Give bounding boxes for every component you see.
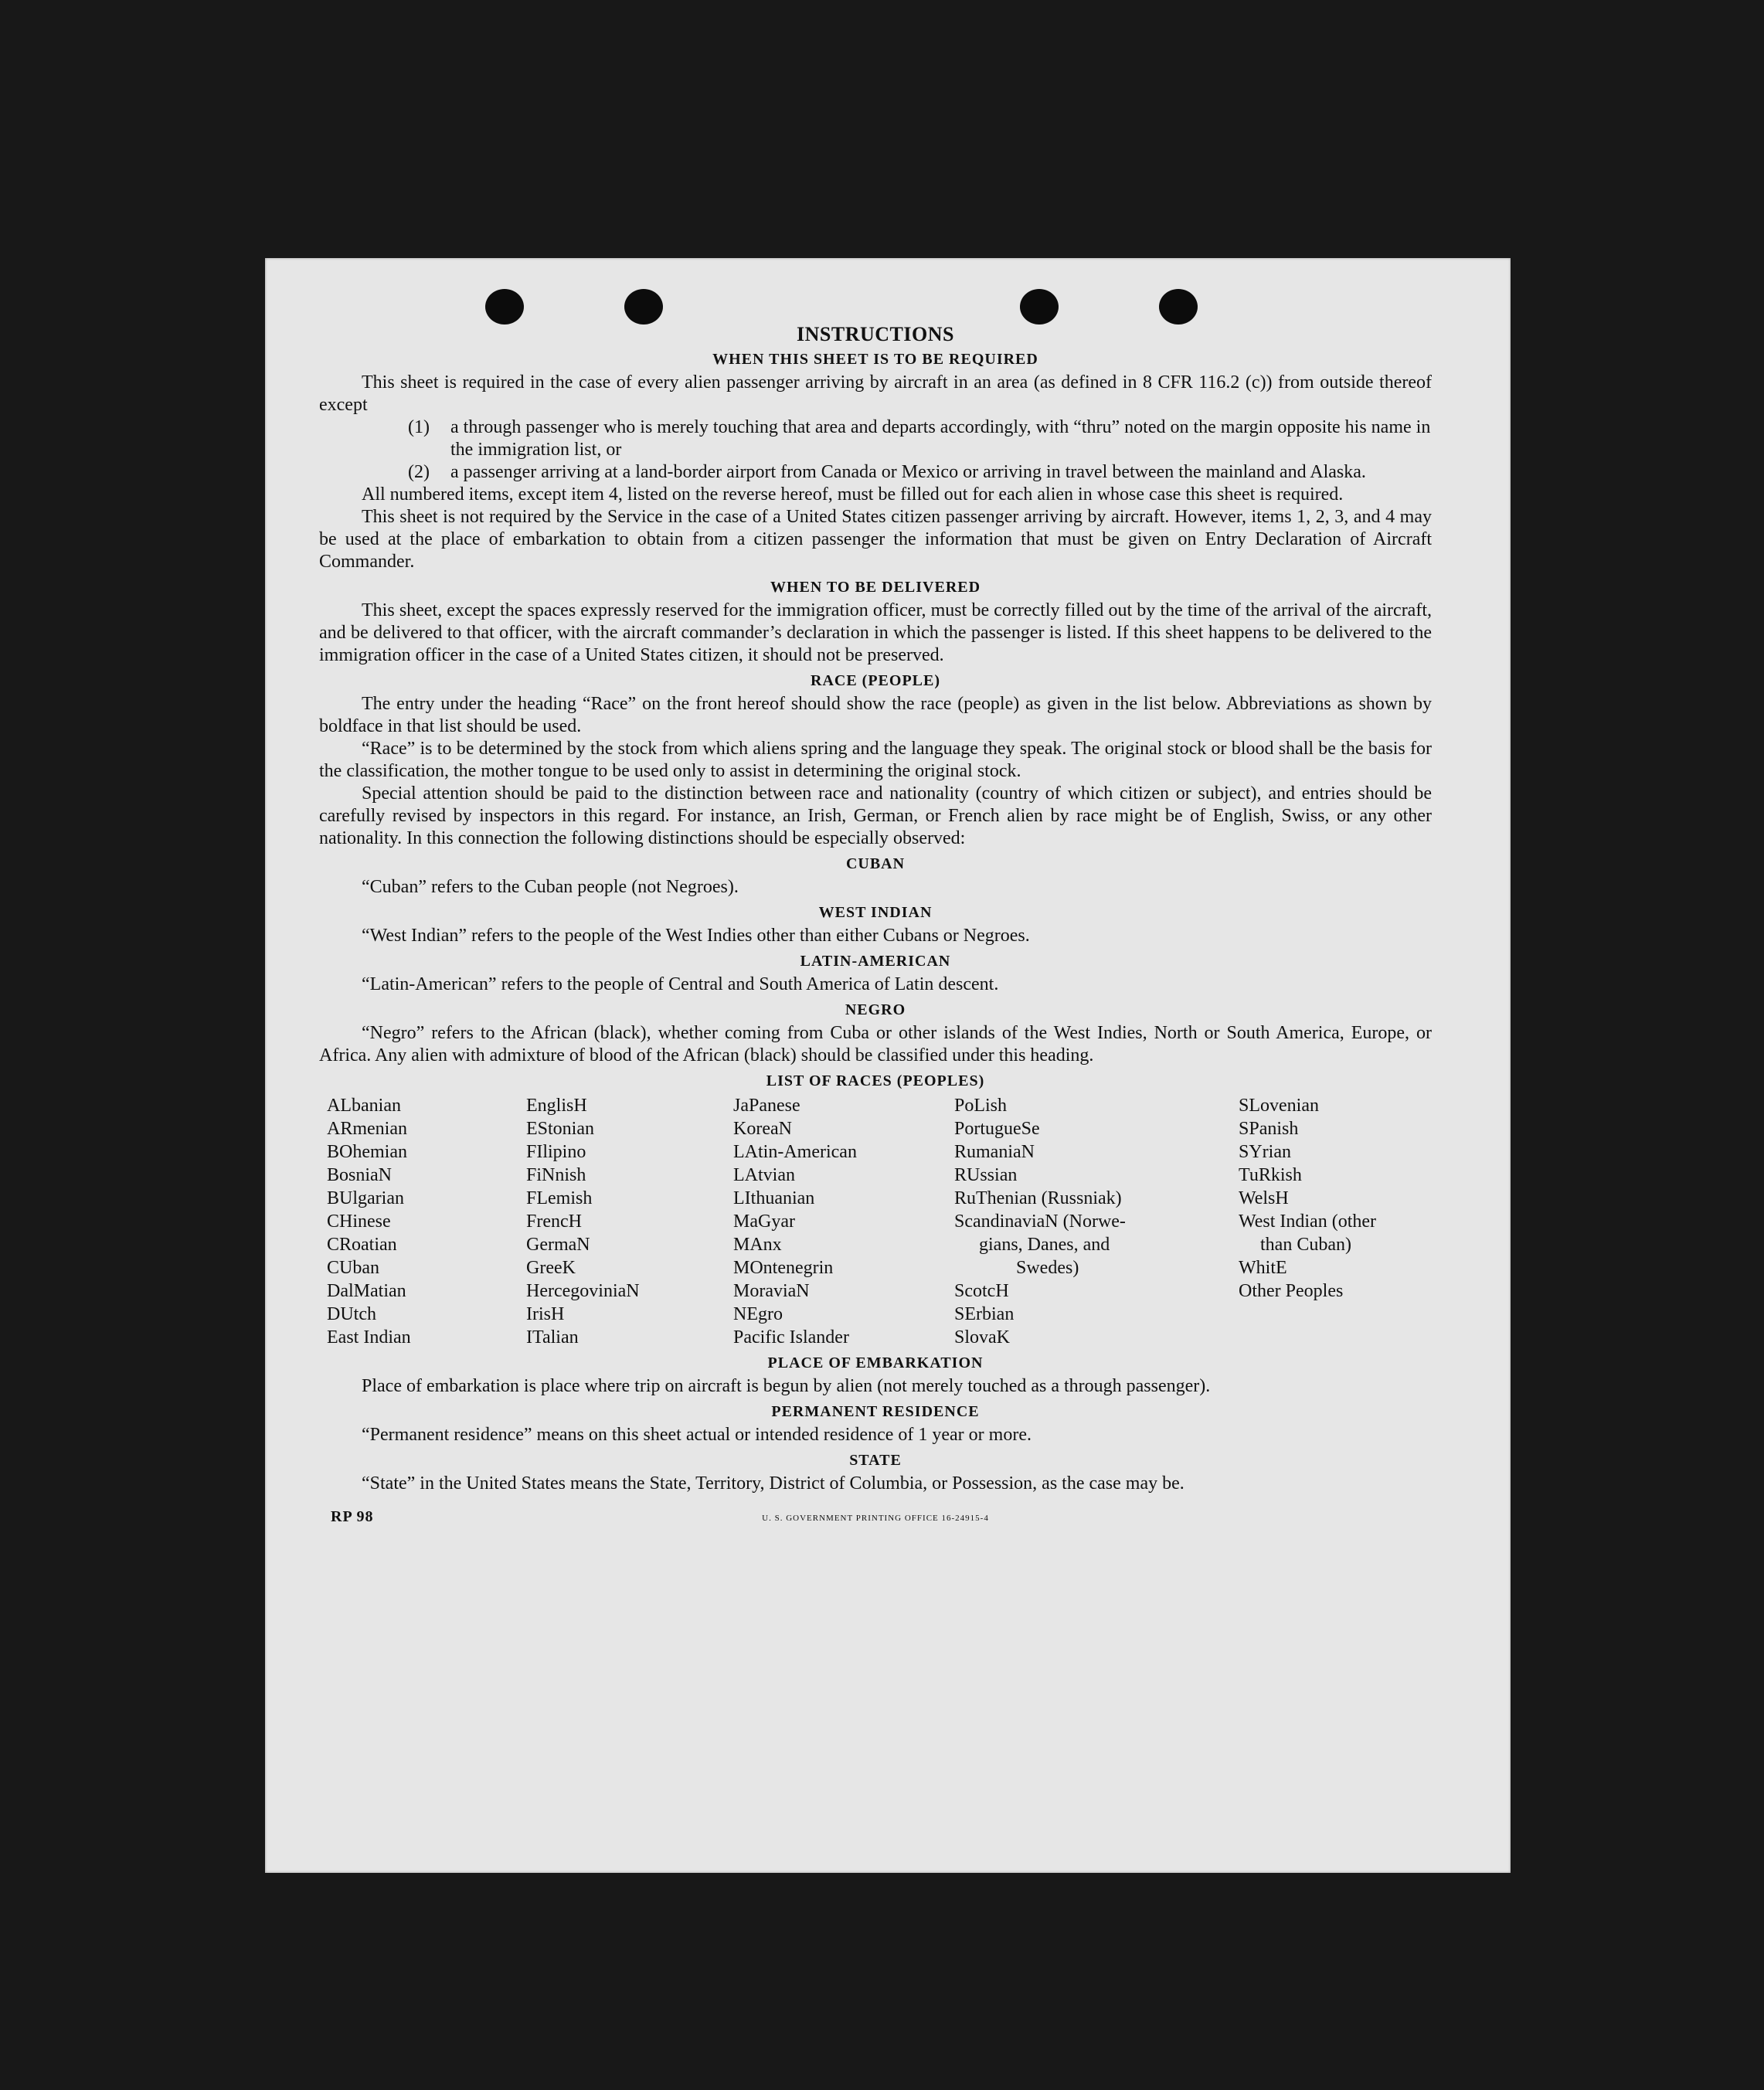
race-entry: SlovaK (954, 1327, 1010, 1347)
paragraph: The entry under the heading “Race” on the front hereof should show the race (people) as given in the list below. Abbreviations as shown by boldface in that list should be used. (319, 694, 1432, 736)
race-entry: FIlipino (526, 1142, 586, 1162)
race-entry: EnglisH (526, 1096, 587, 1116)
race-entry: BOhemian (327, 1142, 407, 1162)
race-entry: SLovenian (1239, 1096, 1319, 1116)
race-entry: KoreaN (733, 1119, 792, 1139)
paragraph: “Negro” refers to the African (black), whether coming from Cuba or other islands of the West Indies, North or South America, Europe, or Africa. Any alien with admixture of blood of the African (black) should be classified under this heading. (319, 1023, 1432, 1065)
race-entry: MOntenegrin (733, 1258, 834, 1278)
race-entry: Pacific Islander (733, 1327, 849, 1347)
race-entry: ARmenian (327, 1119, 407, 1139)
race-entry: ITalian (526, 1327, 579, 1347)
footer (319, 1501, 1432, 1532)
paragraph: This sheet, except the spaces expressly reserved for the immigration officer, must be correctly filled out by the time of the arrival of the aircraft, and be delivered to that officer, with the aircraft commander’s declaration in which the passenger is listed. If this sheet happens to be delivered to the immigration officer in the case of a United States citizen, it should not be preserved. (319, 600, 1432, 665)
race-entry: LIthuanian (733, 1188, 815, 1208)
race-column (526, 1094, 733, 1349)
printer-imprint: U. S. GOVERNMENT PRINTING OFFICE 16-24915-4 (762, 1514, 989, 1523)
list-item (408, 416, 1432, 461)
item-text: a passenger arriving at a land-border airport from Canada or Mexico or arriving in travel between the mainland and Alaska. (450, 462, 1366, 482)
race-entry: LAtvian (733, 1165, 795, 1185)
race-entry: NEgro (733, 1304, 783, 1324)
paragraph: “State” in the United States means the State, Territory, District of Columbia, or Possession, as the case may be. (362, 1473, 1184, 1494)
paragraph: This sheet is required in the case of every alien passenger arriving by aircraft in an area (as defined in 8 CFR 116.2 (c)) from outside thereof except (319, 372, 1432, 415)
race-column (1239, 1094, 1432, 1349)
race-entry: SErbian (954, 1304, 1015, 1324)
race-entry: SYrian (1239, 1142, 1291, 1162)
race-entry: MaGyar (733, 1212, 795, 1232)
race-entry: DUtch (327, 1304, 376, 1324)
race-entry: ScotcH (954, 1281, 1009, 1301)
paragraph: All numbered items, except item 4, listed on the reverse hereof, must be filled out for each alien in whose case this sheet is required. (362, 484, 1344, 505)
instructions-text (319, 323, 1432, 1532)
paragraph: “Cuban” refers to the Cuban people (not Negroes). (362, 877, 739, 897)
race-entry: Other Peoples (1239, 1281, 1344, 1301)
form-number: RP 98 (331, 1508, 374, 1525)
race-entry: FLemish (526, 1188, 593, 1208)
race-entry: SPanish (1239, 1119, 1299, 1139)
paragraph: “Permanent residence” means on this sheet actual or intended residence of 1 year or more. (362, 1425, 1032, 1445)
race-entry: CUban (327, 1258, 379, 1278)
race-entry: FrencH (526, 1212, 582, 1232)
paragraph: “Race” is to be determined by the stock from which aliens spring and the language they speak. The original stock or blood shall be the basis for the classification, the mother tongue to be used only to assist in determining the original stock. (319, 739, 1432, 781)
section-heading: CUBAN (845, 855, 906, 872)
race-entry: RumaniaN (954, 1142, 1035, 1162)
section-heading: RACE (PEOPLE) (811, 672, 940, 689)
race-entry: EStonian (526, 1119, 594, 1139)
race-entry: TuRkish (1239, 1165, 1302, 1185)
section-heading: LIST OF RACES (PEOPLES) (766, 1072, 985, 1089)
item-number: (1) (408, 417, 430, 437)
race-entry: BUlgarian (327, 1188, 404, 1208)
paragraph: This sheet is not required by the Service in the case of a United States citizen passenger arriving by aircraft. However, items 1, 2, 3, and 4 may be used at the place of embarkation to obtain from a citizen passenger the information that must be given on Entry Declaration of Aircraft Commander. (319, 507, 1432, 572)
race-entry: GreeK (526, 1258, 576, 1278)
paragraph: Special attention should be paid to the distinction between race and nationality (country of which citizen or subject), and entries should be carefully revised by inspectors in this regard. For instance, an Irish, German, or French alien by race might be of English, Swiss, or any other nationality. In this connection the following distinctions should be especially observed: (319, 783, 1432, 848)
race-entry: RuThenian (Russniak) (954, 1188, 1122, 1208)
race-entry: FiNnish (526, 1165, 586, 1185)
race-entry: HercegoviniaN (526, 1281, 640, 1301)
race-entry: West Indian (other (1239, 1212, 1377, 1232)
section-heading: WHEN TO BE DELIVERED (770, 579, 981, 596)
race-entry: MAnx (733, 1235, 782, 1255)
list-item (408, 461, 1432, 484)
section-heading: NEGRO (845, 1001, 906, 1018)
race-entry: ALbanian (327, 1096, 401, 1116)
race-entry: Swedes) (1016, 1258, 1079, 1278)
race-entry: JaPanese (733, 1096, 800, 1116)
punch-hole (1159, 289, 1198, 325)
punch-hole (485, 289, 524, 325)
race-entry: GermaN (526, 1235, 590, 1255)
race-entry: BosniaN (327, 1165, 392, 1185)
paragraph: Place of embarkation is place where trip on aircraft is begun by alien (not merely touched as a through passenger). (362, 1376, 1211, 1396)
item-text: a through passenger who is merely touching that area and departs accordingly, with “thru” noted on the margin opposite his name in the immigration list, or (450, 417, 1431, 460)
paragraph: “Latin-American” refers to the people of Central and South America of Latin descent. (362, 974, 999, 994)
race-entry: gians, Danes, and (979, 1235, 1110, 1255)
section-heading: PLACE OF EMBARKATION (767, 1354, 984, 1371)
section-heading: PERMANENT RESIDENCE (771, 1403, 980, 1420)
race-entry: ScandinaviaN (Norwe- (954, 1212, 1126, 1232)
race-entry: DalMatian (327, 1281, 406, 1301)
section-heading: WHEN THIS SHEET IS TO BE REQUIRED (712, 351, 1038, 368)
section-heading: LATIN-AMERICAN (800, 953, 951, 970)
race-entry: East Indian (327, 1327, 411, 1347)
race-entry: MoraviaN (733, 1281, 810, 1301)
section-heading: WEST INDIAN (818, 904, 933, 921)
document-page (265, 258, 1511, 1873)
race-column (733, 1094, 954, 1349)
race-entry: PoLish (954, 1096, 1008, 1116)
punch-hole (624, 289, 663, 325)
section-heading: STATE (849, 1452, 902, 1469)
race-entry: PortugueSe (954, 1119, 1040, 1139)
race-entry: LAtin-American (733, 1142, 857, 1162)
race-entry: IrisH (526, 1304, 565, 1324)
race-entry: CHinese (327, 1212, 391, 1232)
race-entry: RUssian (954, 1165, 1018, 1185)
race-column (327, 1094, 526, 1349)
race-column (954, 1094, 1239, 1349)
race-list (327, 1094, 1432, 1349)
paragraph: “West Indian” refers to the people of the West Indies other than either Cubans or Negroes. (362, 926, 1030, 946)
page-title: INSTRUCTIONS (797, 323, 954, 345)
item-number: (2) (408, 462, 430, 482)
race-entry: WelsH (1239, 1188, 1289, 1208)
punch-hole (1020, 289, 1059, 325)
race-entry: CRoatian (327, 1235, 397, 1255)
race-entry: than Cuban) (1260, 1235, 1351, 1255)
race-entry: WhitE (1239, 1258, 1287, 1278)
